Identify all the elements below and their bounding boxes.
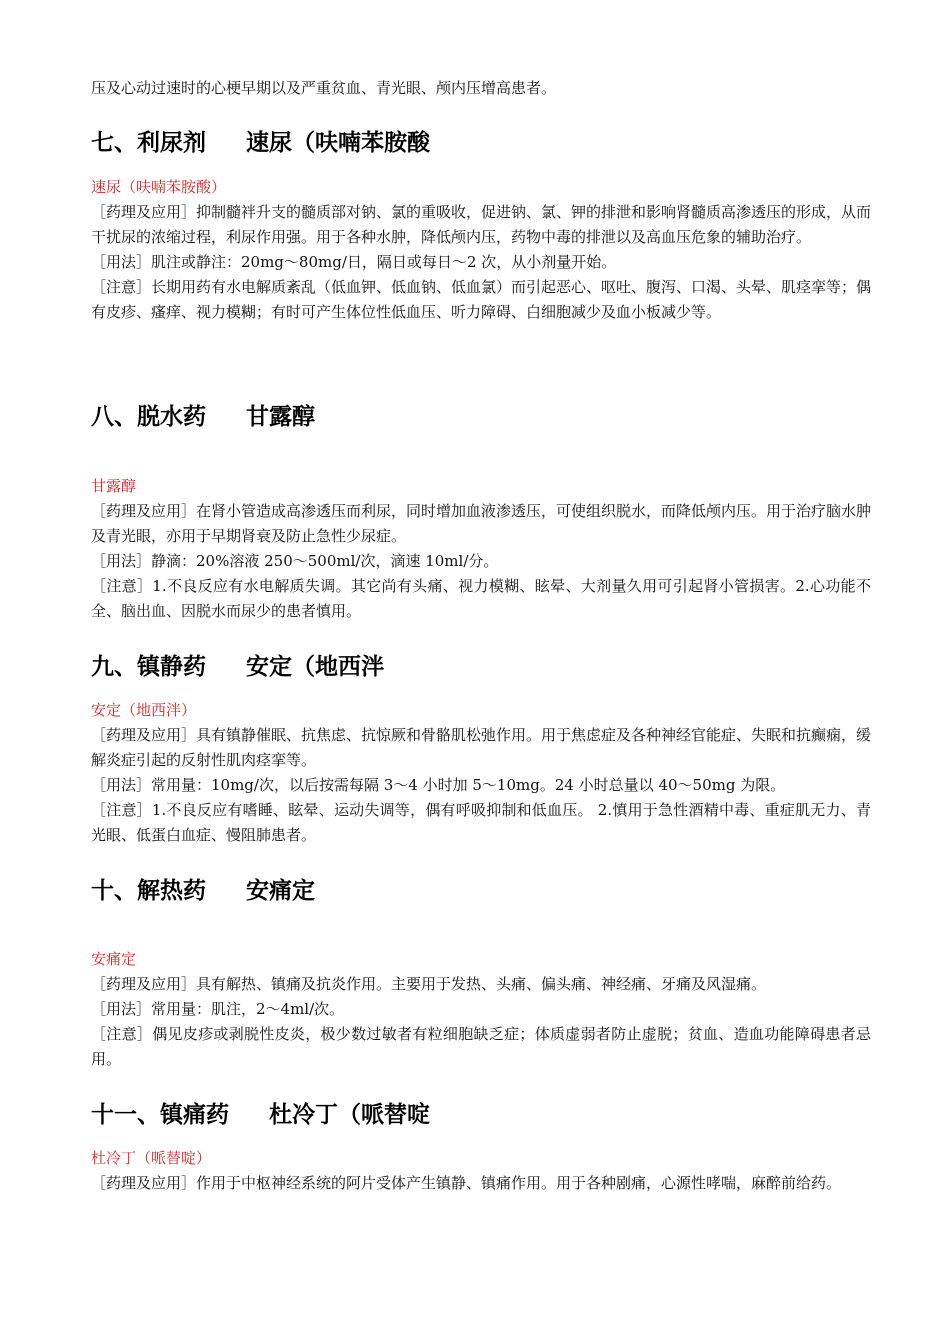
section-body-antipyretic	[91, 947, 871, 1072]
drug-name: 速尿（呋喃苯胺酸）	[91, 178, 227, 196]
drug-name: 甘露醇	[91, 477, 137, 495]
intro-line: 压及心动过速时的心梗早期以及严重贫血、青光眼、颅内压增高患者。	[91, 79, 557, 97]
pharmacology-text: ［药理及应用］在肾小管造成高渗透压而利尿，同时增加血液渗透压，可使组织脱水，而降低颅内压。用于治疗脑水肿及青光眼，亦用于早期肾衰及防止急性少尿症。	[91, 502, 872, 545]
caution-text: ［注意］1.不良反应有嗜睡、眩晕、运动失调等，偶有呼吸抑制和低血压。 2.慎用于急性酒精中毒、重症肌无力、青光眼、低蛋白血症、慢阻肺患者。	[91, 801, 871, 844]
section-body-analgesic	[91, 1146, 871, 1196]
usage-text: ［用法］静滴：20%溶液 250～500ml/次，滴速 10ml/分。	[91, 552, 499, 570]
heading-category: 十、解热药	[91, 878, 206, 904]
drug-name: 安定（地西泮）	[91, 701, 197, 719]
pharmacology-text: ［药理及应用］具有解热、镇痛及抗炎作用。主要用于发热、头痛、偏头痛、神经痛、牙痛及风湿痛。	[91, 975, 767, 993]
section-body-diuretic	[91, 175, 871, 325]
heading-drug: 速尿（呋喃苯胺酸	[246, 130, 430, 156]
heading-drug: 安痛定	[246, 878, 315, 904]
caution-text: ［注意］偶见皮疹或剥脱性皮炎，极少数过敏者有粒细胞缺乏症；体质虚弱者防止虚脱；贫血、造血功能障碍患者忌用。	[91, 1025, 871, 1068]
heading-drug: 杜冷丁（哌替啶	[269, 1102, 430, 1128]
heading-drug: 安定（地西泮	[246, 654, 384, 680]
section-body-sedative	[91, 698, 871, 848]
pharmacology-text: ［药理及应用］具有镇静催眠、抗焦虑、抗惊厥和骨骼肌松弛作用。用于焦虑症及各种神经官能症、失眠和抗癫痫，缓解炎症引起的反射性肌肉痉挛等。	[91, 726, 872, 769]
drug-name: 安痛定	[91, 950, 137, 968]
usage-text: ［用法］肌注或静注：20mg～80mg/日，隔日或每日～2 次，从小剂量开始。	[91, 253, 617, 271]
section-heading-analgesic	[91, 1100, 430, 1130]
drug-name: 杜冷丁（哌替啶）	[91, 1149, 212, 1167]
usage-text: ［用法］常用量：10mg/次，以后按需每隔 3～4 小时加 5～10mg。24 小时总量以 40～50mg 为限。	[91, 776, 786, 794]
section-heading-sedative	[91, 652, 384, 682]
pharmacology-text: ［药理及应用］抑制髓袢升支的髓质部对钠、氯的重吸收，促进钠、氯、钾的排泄和影响肾髓质高渗透压的形成，从而干扰尿的浓缩过程，利尿作用强。用于各种水肿，降低颅内压，药物中毒的排泄以及高血压危象的辅助治疗。	[91, 203, 872, 246]
section-body-dehydrant	[91, 474, 871, 624]
heading-drug: 甘露醇	[246, 404, 315, 430]
section-heading-dehydrant	[91, 402, 315, 432]
usage-text: ［用法］常用量：肌注，2～4ml/次。	[91, 1000, 345, 1018]
pharmacology-text: ［药理及应用］作用于中枢神经系统的阿片受体产生镇静、镇痛作用。用于各种剧痛，心源性哮喘，麻醉前给药。	[91, 1174, 842, 1192]
heading-category: 八、脱水药	[91, 404, 206, 430]
caution-text: ［注意］1.不良反应有水电解质失调。其它尚有头痛、视力模糊、眩晕、大剂量久用可引起肾小管损害。2.心功能不全、脑出血、因脱水而尿少的患者慎用。	[91, 577, 871, 620]
caution-text: ［注意］长期用药有水电解质紊乱（低血钾、低血钠、低血氯）而引起恶心、呕吐、腹泻、口渴、头晕、肌痉挛等；偶有皮疹、瘙痒、视力模糊；有时可产生体位性低血压、听力障碍、白细胞减少及血小板减少等。	[91, 278, 872, 321]
heading-category: 七、利尿剂	[91, 130, 206, 156]
heading-category: 九、镇静药	[91, 654, 206, 680]
heading-category: 十一、镇痛药	[91, 1102, 229, 1128]
section-heading-diuretic	[91, 128, 430, 158]
section-heading-antipyretic	[91, 876, 315, 906]
